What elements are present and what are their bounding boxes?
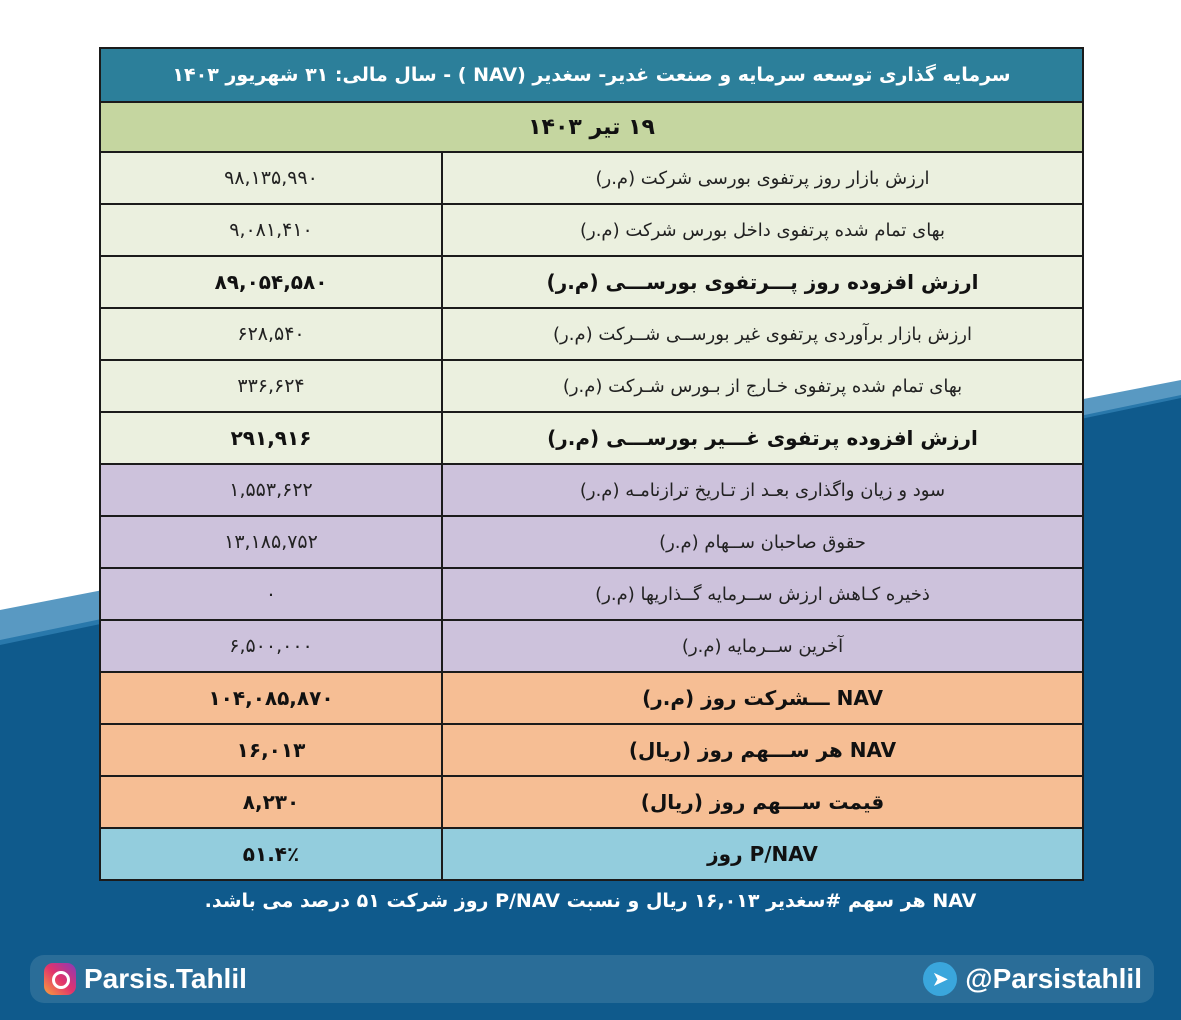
row-label: قیمت ســـهم روز (ریال) bbox=[640, 790, 885, 814]
table-row bbox=[101, 413, 1082, 465]
table-row bbox=[101, 777, 1082, 829]
row-value: ۸۹,۰۵۴,۵۸۰ bbox=[101, 257, 443, 307]
row-label: P/NAV روز bbox=[707, 842, 818, 866]
row-label: حقوق صاحبان ســهام (م.ر) bbox=[659, 531, 866, 553]
row-label: سود و زیان واگذاری بعـد از تـاریخ ترازنامـه (م.ر) bbox=[579, 479, 946, 501]
row-value: ۱۶,۰۱۳ bbox=[101, 725, 443, 775]
row-label: بهای تمام شده پرتفوی داخل بورس شرکت (م.ر) bbox=[580, 219, 945, 241]
row-label: بهای تمام شده پرتفوی خـارج از بـورس شـرکت (م.ر) bbox=[562, 375, 963, 397]
telegram-label: @Parsistahlil bbox=[965, 963, 1142, 994]
row-label: آخرین ســرمایه (م.ر) bbox=[681, 635, 844, 657]
instagram-label: Parsis.Tahlil bbox=[84, 963, 247, 994]
row-value: ۰ bbox=[101, 569, 443, 619]
table-row bbox=[101, 361, 1082, 413]
row-value: ۹۸,۱۳۵,۹۹۰ bbox=[101, 153, 443, 203]
table-row bbox=[101, 673, 1082, 725]
telegram-handle[interactable] bbox=[923, 961, 1142, 997]
row-value: ۵۱.۴٪ bbox=[101, 829, 443, 879]
row-label: ارزش افزوده روز پـــرتفوی بورســـی (م.ر) bbox=[546, 270, 979, 294]
row-value: ۶۲۸,۵۴۰ bbox=[101, 309, 443, 359]
row-value: ۱,۵۵۳,۶۲۲ bbox=[101, 465, 443, 515]
row-label: ارزش افزوده پرتفوی غـــیر بورســـی (م.ر) bbox=[547, 426, 978, 450]
row-value: ۶,۵۰۰,۰۰۰ bbox=[101, 621, 443, 671]
row-label: ذخیره کـاهش ارزش ســرمایه گــذاریها (م.ر) bbox=[595, 583, 930, 605]
row-value: ۱۰۴,۰۸۵,۸۷۰ bbox=[101, 673, 443, 723]
table-row bbox=[101, 829, 1082, 879]
instagram-handle[interactable] bbox=[44, 961, 247, 997]
table-row bbox=[101, 153, 1082, 205]
table-row bbox=[101, 621, 1082, 673]
table-title: سرمایه گذاری توسعه سرمایه و صنعت غدیر- سغدیر (NAV ) - سال مالی: ۳۱ شهریور ۱۴۰۳ bbox=[101, 49, 1082, 103]
table-row bbox=[101, 517, 1082, 569]
row-label: ارزش بازار برآوردی پرتفوی غیر بورســی شــرکت (م.ر) bbox=[553, 323, 972, 345]
instagram-icon bbox=[44, 963, 76, 995]
nav-table bbox=[99, 47, 1084, 881]
row-value: ۸,۲۳۰ bbox=[101, 777, 443, 827]
row-value: ۱۳,۱۸۵,۷۵۲ bbox=[101, 517, 443, 567]
table-row bbox=[101, 725, 1082, 777]
row-label: ارزش بازار روز پرتفوی بورسی شرکت (م.ر) bbox=[595, 167, 930, 189]
row-value: ۲۹۱,۹۱۶ bbox=[101, 413, 443, 463]
row-label: NAV هر ســـهم روز (ریال) bbox=[628, 738, 897, 762]
social-footer bbox=[30, 955, 1154, 1003]
table-row bbox=[101, 257, 1082, 309]
telegram-icon: ➤ bbox=[923, 962, 957, 996]
table-row bbox=[101, 569, 1082, 621]
report-date: ۱۹ تیر ۱۴۰۳ bbox=[101, 103, 1082, 153]
table-row bbox=[101, 205, 1082, 257]
table-row bbox=[101, 465, 1082, 517]
summary-caption: NAV هر سهم #سغدیر ۱۶,۰۱۳ ریال و نسبت P/NAV روز شرکت ۵۱ درصد می باشد. bbox=[204, 890, 977, 912]
row-value: ۹,۰۸۱,۴۱۰ bbox=[101, 205, 443, 255]
row-label: NAV ـــشرکت روز (م.ر) bbox=[642, 686, 883, 710]
table-row bbox=[101, 309, 1082, 361]
row-value: ۳۳۶,۶۲۴ bbox=[101, 361, 443, 411]
